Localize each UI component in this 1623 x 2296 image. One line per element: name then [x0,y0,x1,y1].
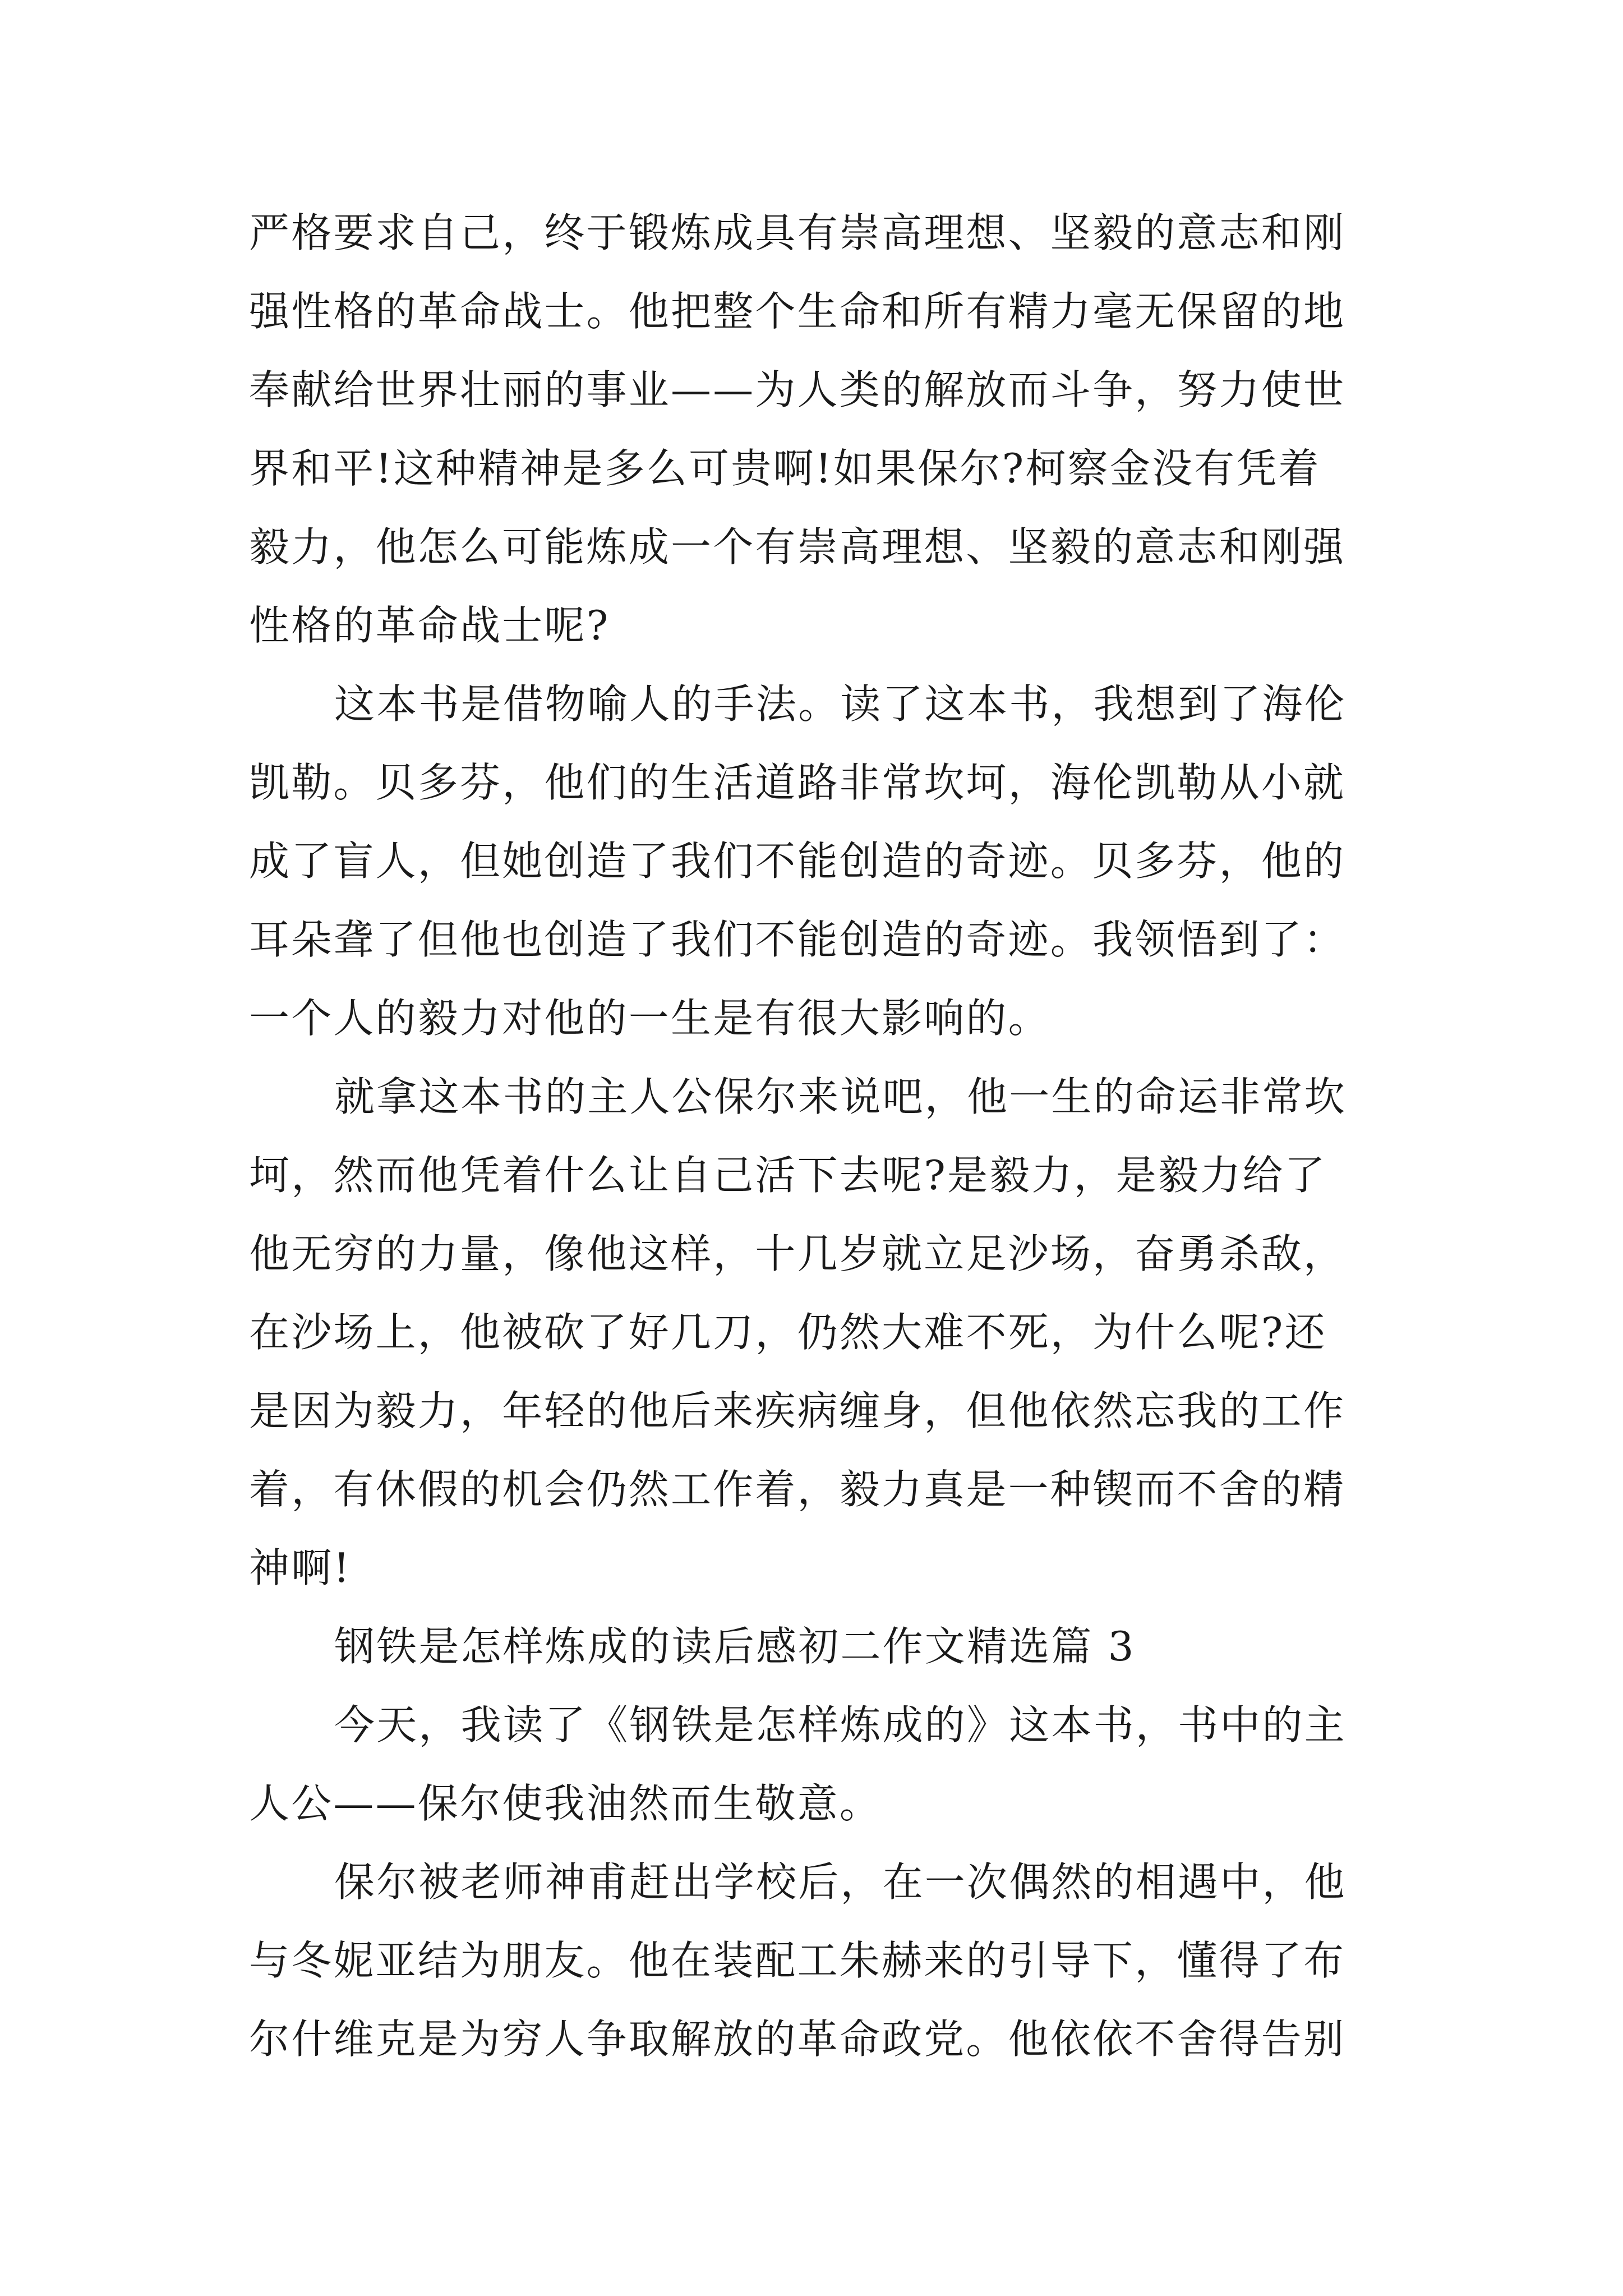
text-line: 是因为毅力，年轻的他后来疾病缠身，但他依然忘我的工作 [249,1387,1346,1434]
text-line: 今天，我读了《钢铁是怎样炼成的》这本书，书中的主 [334,1701,1347,1749]
document-body [249,194,1387,2078]
text-line: 这本书是借物喻人的手法。读了这本书，我想到了海伦 [334,680,1347,728]
text-line: 性格的革命战士呢? [249,602,610,649]
text-line: 毅力，他怎么可能炼成一个有崇高理想、坚毅的意志和刚强 [249,523,1346,570]
text-line: 一个人的毅力对他的一生是有很大影响的。 [249,995,1050,1042]
text-line: 尔什维克是为穷人争取解放的革命政党。他依依不舍得告别 [249,2016,1346,2063]
text-line: 神啊! [249,1544,352,1591]
text-line: 坷，然而他凭着什么让自己活下去呢?是毅力，是毅力给了 [249,1152,1327,1199]
text-line: 钢铁是怎样炼成的读后感初二作文精选篇 3 [334,1623,1136,1670]
text-line: 奉献给世界壮丽的事业——为人类的解放而斗争，努力使世 [249,366,1346,413]
text-line: 保尔被老师神甫赶出学校后，在一次偶然的相遇中，他 [334,1858,1347,1906]
text-line: 他无穷的力量，像他这样，十几岁就立足沙场，奋勇杀敌， [249,1230,1346,1277]
text-line: 耳朵聋了但他也创造了我们不能创造的奇迹。我领悟到了： [249,916,1346,963]
text-line: 界和平!这种精神是多么可贵啊!如果保尔?柯察金没有凭着 [249,445,1321,492]
text-line: 就拿这本书的主人公保尔来说吧，他一生的命运非常坎 [334,1073,1347,1120]
text-line: 强性格的革命战士。他把整个生命和所有精力毫无保留的地 [249,288,1346,335]
text-line: 在沙场上，他被砍了好几刀，仍然大难不死，为什么呢?还 [249,1309,1327,1356]
text-line: 着，有休假的机会仍然工作着，毅力真是一种锲而不舍的精 [249,1466,1346,1513]
text-line: 成了盲人，但她创造了我们不能创造的奇迹。贝多芬，他的 [249,838,1346,885]
text-line: 与冬妮亚结为朋友。他在装配工朱赫来的引导下，懂得了布 [249,1937,1346,1984]
text-line: 人公——保尔使我油然而生敬意。 [249,1780,882,1827]
text-line: 严格要求自己，终于锻炼成具有崇高理想、坚毅的意志和刚 [249,209,1346,256]
text-line: 凯勒。贝多芬，他们的生活道路非常坎坷，海伦凯勒从小就 [249,759,1346,806]
